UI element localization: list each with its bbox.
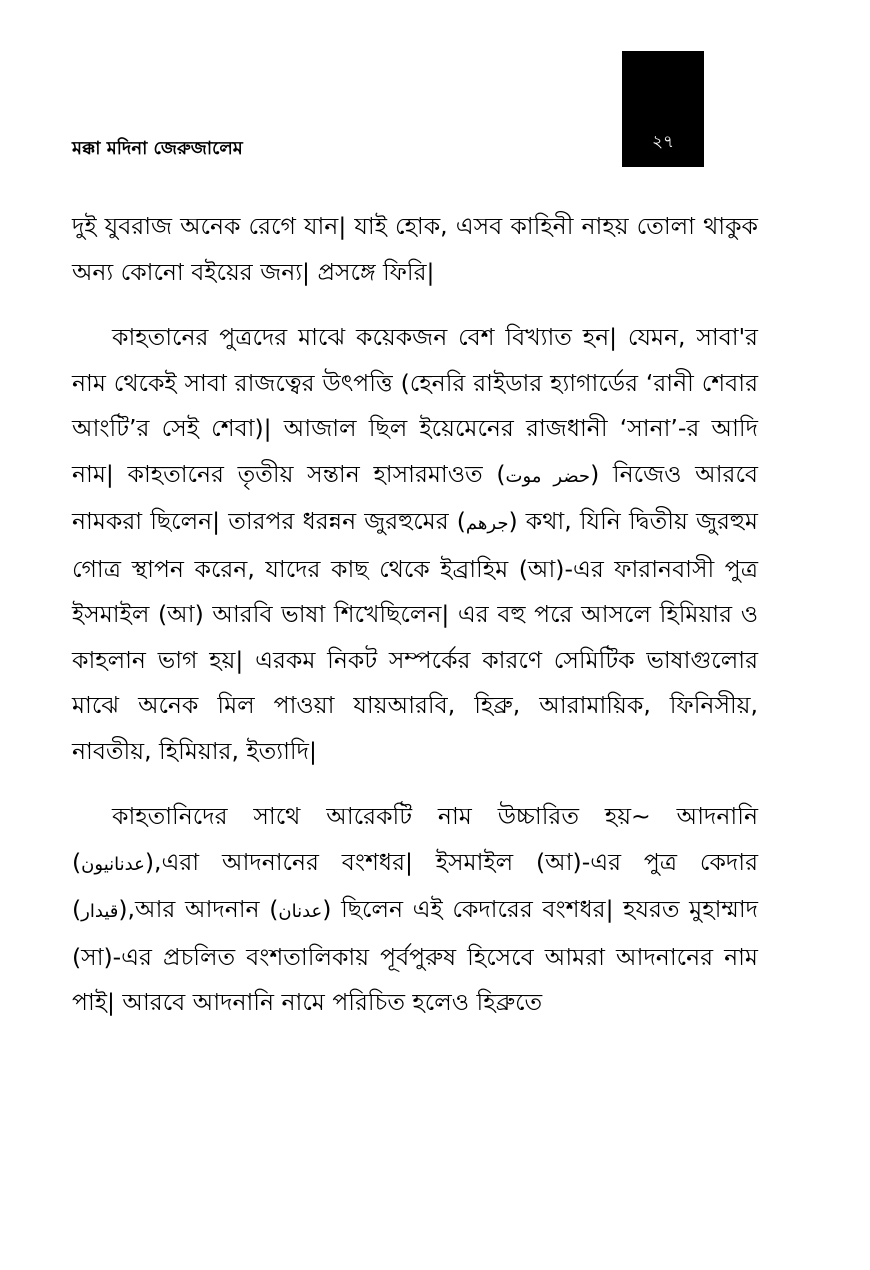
paragraph-text: ) ছিলেন এই কেদারের বংশধর| হযরত মুহাম্মাদ (সা)-এর প্রচলিত বংশতালিকায় পূর্বপুরুষ হিসেবে আমরা আদনানের নাম পাই| আরবে আদনানি নামে পরিচিত হলেও হিব্রুতে	[72, 895, 758, 1016]
paragraph-text: ),আর আদনান (	[118, 895, 279, 923]
paragraph-3	[72, 794, 758, 1026]
page-number: ২৭	[651, 132, 675, 152]
running-header-book-title: মক্কা মদিনা জেরুজালেম	[72, 138, 243, 159]
page-number-box	[622, 51, 704, 167]
page-body-text	[72, 204, 758, 1026]
paragraph-text: কাহতানের পুত্রদের মাঝে কয়েকজন বেশ বিখ্যাত হন| যেমন, সাবা'র নাম থেকেই সাবা রাজত্বের উৎপত্তি (হেনরি রাইডার হ্যাগার্ডের ‘রানী শেবার আংটি’র সেই শেবা)| আজাল ছিল ইয়েমেনের রাজধানী ‘সানা’-র আদি নাম| কাহতানের তৃতীয় সন্তান হাসারমাওত (	[72, 323, 758, 488]
arabic-term: حضر موت	[505, 465, 591, 487]
arabic-term: عدنانيون	[81, 853, 145, 875]
paragraph-text: ) নিজেও আরবে নামকরা ছিলেন| তারপর ধরন্নন জুরহুমের (	[72, 459, 759, 535]
paragraph-text: কাহতানিদের সাথে আরেকটি নাম উচ্চারিত হয়~ আদনানি (	[72, 802, 758, 876]
paragraph-text: ) কথা, যিনি দ্বিতীয় জুরহুম গোত্র স্থাপন করেন, যাদের কাছ থেকে ইব্রাহিম (আ)-এর ফারানবাসী পুত্র ইসমাইল (আ) আরবি ভাষা শিখেছিলেন| এর বহু পরে আসলে হিমিয়ার ও কাহলান ভাগ হয়| এরকম নিকট সম্পর্কের কারণে সেমিটিক ভাষাগুলোর মাঝে অনেক মিল পাওয়া যায়আরবি, হিব্রু, আরামায়িক, ফিনিসীয়, নাবতীয়, হিমিয়ার, ইত্যাদি|	[72, 507, 758, 765]
arabic-term: عدنان	[278, 901, 323, 922]
paragraph-1	[72, 204, 758, 295]
paragraph-text: দুই যুবরাজ অনেক রেগে যান| যাই হোক, এসব কাহিনী নাহয় তোলা থাকুক অন্য কোনো বইয়ের জন্য| প্রসঙ্গে ফিরি|	[72, 212, 758, 286]
arabic-term: جرهم	[465, 513, 509, 534]
arabic-term: قيدار	[81, 901, 119, 922]
paragraph-2	[72, 315, 758, 774]
paragraph-text: ),এরা আদনানের বংশধর| ইসমাইল (আ)-এর পুত্র কেদার (	[72, 847, 758, 923]
